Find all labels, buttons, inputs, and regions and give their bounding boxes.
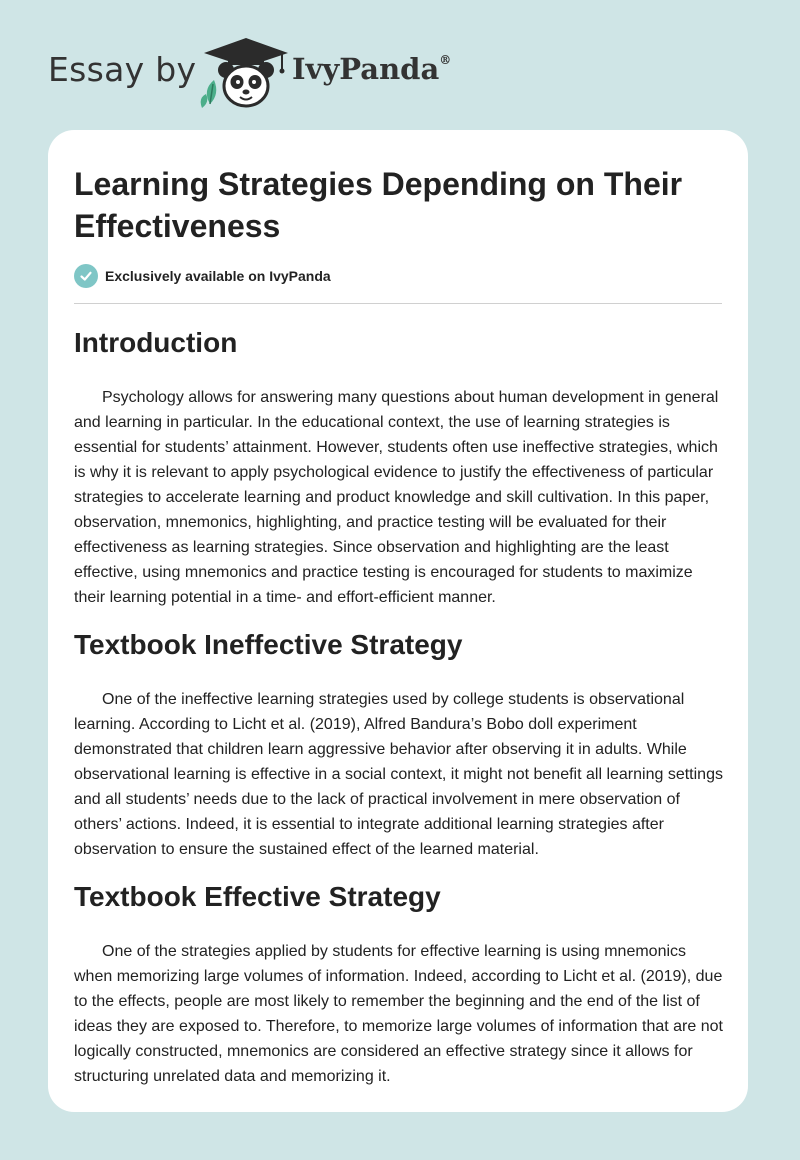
leaf-icon [201, 80, 217, 108]
registered-mark: ® [439, 53, 452, 68]
essay-by-label: Essay by [48, 50, 197, 89]
brand-name[interactable] [292, 52, 451, 86]
section-heading-effective-strategy: Textbook Effective Strategy [74, 881, 441, 912]
badge-label: Exclusively available on IvyPanda [105, 268, 331, 284]
divider [74, 303, 722, 304]
section-paragraph-introduction: Psychology allows for answering many questions about human development in general and learning in particular. In the educational context, the use of learning strategies is essential for students’ attainment. However, students often use ineffective strategies, which is why it is relevant to apply psychological evidence to justify the effectiveness of particular strategies to accelerate learning and product knowledge and skill cultivation. In this paper, observation, mnemonics, highlighting, and practice testing will be evaluated for their effectiveness as learning strategies. Since observation and highlighting are the least effective, using mnemonics and practice testing is encouraged for students to maximize their learning potential in a time- and effort-efficient manner. [74, 389, 719, 606]
section-paragraph-ineffective-strategy: One of the ineffective learning strategies used by college students is observational learning. According to Licht et al. (2019), Alfred Bandura’s Bobo doll experiment demonstrated that children learn aggressive behavior after observing it in adults. While observational learning is effective in a social context, it might not benefit all learning settings and all students’ needs due to the lack of practical involvement in mere observation of others’ actions. Indeed, it is essential to integrate additional learning strategies after observation to ensure the sustained effect of the learned material. [74, 691, 723, 858]
panda-graduate-logo-icon[interactable] [200, 36, 292, 117]
brand-text: IvyPanda [292, 52, 440, 86]
section-paragraph-effective-strategy: One of the strategies applied by students for effective learning is using mnemonics when memorizing large volumes of information. Indeed, according to Licht et al. (2019), due to the effects, people are most likely to remember the beginning and the end of the list of ideas they are exposed to. Therefore, to memorize large volumes of information that are not logically constructed, mnemonics are considered an effective strategy since it allows for structuring unrelated data and memorizing it. [74, 943, 723, 1085]
exclusive-badge [74, 264, 331, 288]
article-card [48, 130, 748, 1112]
site-header [0, 0, 800, 130]
section-heading-ineffective-strategy: Textbook Ineffective Strategy [74, 629, 463, 660]
check-icon [74, 264, 98, 288]
section-heading-introduction: Introduction [74, 327, 238, 358]
page-title: Learning Strategies Depending on Their Effectiveness [74, 166, 683, 244]
